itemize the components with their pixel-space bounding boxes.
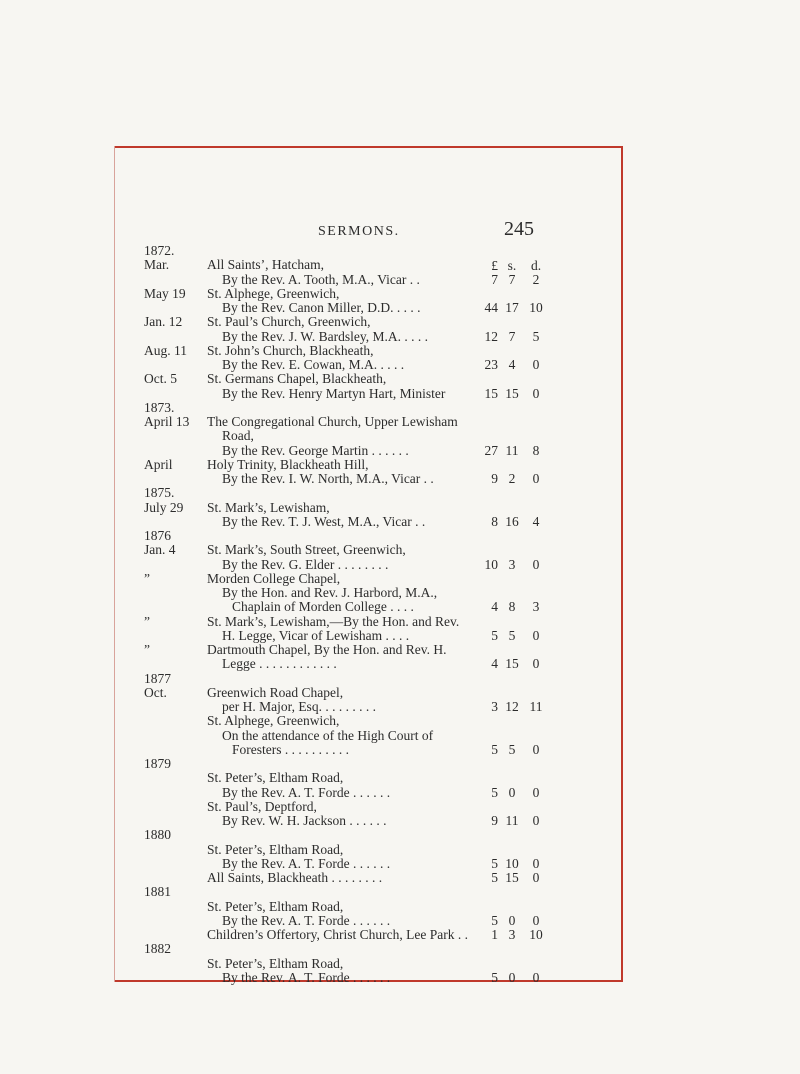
row-date: 1882 <box>144 941 171 957</box>
row-pounds: 44 <box>484 300 498 315</box>
row-pence: 10 <box>529 927 543 942</box>
row-pounds: 5 <box>491 969 498 985</box>
row-pounds: 3 <box>491 699 498 714</box>
row-shillings: 0 <box>508 969 516 985</box>
pence-header: d. <box>530 258 542 273</box>
row-description: By the Rev. T. J. West, M.A., Vicar . . <box>222 513 426 529</box>
row-description: Chaplain of Morden College . . . . <box>232 599 414 615</box>
row-pounds: 1 <box>491 927 498 942</box>
row-shillings: 15 <box>505 656 519 672</box>
row-description: On the attendance of the High Court of <box>222 727 434 743</box>
row-shillings: 11 <box>505 813 519 828</box>
row-description: By the Rev. A. T. Forde . . . . . . <box>222 912 391 928</box>
row-date: Oct. <box>144 684 167 700</box>
row-pence: 3 <box>532 599 540 615</box>
row-description: St. Peter’s, Eltham Road, <box>207 841 344 857</box>
row-date: 1881 <box>144 884 171 900</box>
row-description: By the Hon. and Rev. J. Harbord, M.A., <box>222 585 438 600</box>
row-description: By the Rev. I. W. North, M.A., Vicar . . <box>222 471 434 486</box>
row-shillings: 7 <box>508 328 516 344</box>
ledger-row <box>0 970 800 986</box>
row-pence: 0 <box>532 357 540 372</box>
row-description: By the Rev. A. T. Forde . . . . . . <box>222 855 391 871</box>
row-date: Jan. 12 <box>144 314 183 330</box>
row-description: By the Rev. A. Tooth, M.A., Vicar . . <box>222 271 420 287</box>
row-shillings: 0 <box>508 912 516 928</box>
row-date: May 19 <box>144 285 186 301</box>
row-description: St. Peter’s, Eltham Road, <box>207 955 344 971</box>
row-pounds: 10 <box>484 556 498 572</box>
row-description: By the Rev. E. Cowan, M.A. . . . . <box>222 357 405 372</box>
row-shillings: 15 <box>505 870 519 885</box>
row-shillings: 15 <box>505 385 519 401</box>
row-shillings: 0 <box>508 784 516 800</box>
row-description: St. Mark’s, South Street, Greenwich, <box>207 542 406 558</box>
row-date: Aug. 11 <box>144 342 187 358</box>
row-description: By the Rev. A. T. Forde . . . . . . <box>222 784 391 800</box>
row-date: April 13 <box>144 414 190 429</box>
row-pounds: 9 <box>491 813 498 828</box>
row-date: 1877 <box>144 670 171 686</box>
row-date: ” <box>144 613 150 629</box>
row-pence: 0 <box>532 556 540 572</box>
row-shillings: 3 <box>508 927 516 942</box>
row-date: July 29 <box>144 499 184 515</box>
row-description: By the Rev. G. Elder . . . . . . . . <box>222 556 389 572</box>
page-title: SERMONS. <box>318 224 400 239</box>
row-description: per H. Major, Esq. . . . . . . . . <box>222 699 376 714</box>
row-description: St. Alphege, Greenwich, <box>207 285 340 301</box>
row-pounds: 9 <box>491 471 498 486</box>
row-pounds: 5 <box>491 784 498 800</box>
row-description: St. Paul’s, Deptford, <box>207 798 317 814</box>
row-pounds: 8 <box>491 513 498 529</box>
row-shillings: 16 <box>505 513 519 529</box>
row-description: Road, <box>222 428 254 444</box>
row-description: By the Rev. A. T. Forde . . . . . . <box>222 969 391 985</box>
row-description: Dartmouth Chapel, By the Hon. and Rev. H. <box>207 642 447 657</box>
row-description: By the Rev. Henry Martyn Hart, Minister <box>222 385 446 401</box>
row-pounds: 27 <box>484 442 498 458</box>
row-shillings: 12 <box>505 699 519 714</box>
row-shillings: 3 <box>508 556 516 572</box>
row-pounds: 5 <box>491 855 498 871</box>
row-description: By the Rev. Canon Miller, D.D. . . . . <box>222 300 421 315</box>
row-pounds: 12 <box>484 328 498 344</box>
row-pence: 5 <box>532 328 540 344</box>
row-pence: 2 <box>532 271 540 287</box>
row-pence: 0 <box>532 813 540 828</box>
row-description: St. Paul’s Church, Greenwich, <box>207 314 371 330</box>
row-pounds: 5 <box>491 741 498 757</box>
row-description: St. Germans Chapel, Blackheath, <box>207 371 387 387</box>
row-pounds: 7 <box>491 271 498 287</box>
row-description: By the Rev. George Martin . . . . . . <box>222 442 409 458</box>
row-date: 1880 <box>144 827 171 843</box>
row-description: Legge . . . . . . . . . . . . <box>222 656 337 672</box>
row-date: 1873. <box>144 399 175 415</box>
row-pounds: 15 <box>484 385 498 401</box>
pounds-header: £ <box>491 258 498 273</box>
row-pence: 0 <box>532 855 540 871</box>
row-pounds: 5 <box>491 627 498 643</box>
row-description: St. Mark’s, Lewisham, <box>207 499 330 515</box>
shillings-header: s. <box>507 258 517 273</box>
row-description: St. Alphege, Greenwich, <box>207 713 340 729</box>
row-date: April <box>144 456 173 472</box>
row-date: 1875. <box>144 485 175 501</box>
row-pence: 0 <box>532 656 540 672</box>
row-description: Foresters . . . . . . . . . . <box>232 741 349 757</box>
row-description: All Saints, Blackheath . . . . . . . . <box>207 870 383 885</box>
row-date: 1872. <box>144 243 175 258</box>
row-date: Oct. 5 <box>144 371 177 387</box>
row-pounds: 5 <box>491 870 498 885</box>
row-pence: 0 <box>532 912 540 928</box>
row-date: 1876 <box>144 528 171 543</box>
row-pence: 4 <box>532 513 540 529</box>
row-description: All Saints’, Hatcham, <box>207 257 324 273</box>
row-pence: 0 <box>532 627 540 643</box>
row-shillings: 8 <box>508 599 516 615</box>
row-pence: 11 <box>529 699 543 714</box>
row-description: Greenwich Road Chapel, <box>207 684 344 700</box>
row-description: St. Peter’s, Eltham Road, <box>207 898 344 914</box>
row-pence: 0 <box>532 969 540 985</box>
row-pounds: 23 <box>484 357 498 372</box>
row-shillings: 5 <box>508 627 516 643</box>
row-shillings: 10 <box>505 855 519 871</box>
row-description: By Rev. W. H. Jackson . . . . . . <box>222 813 387 828</box>
row-description: St. John’s Church, Blackheath, <box>207 342 374 358</box>
row-pence: 0 <box>532 471 540 486</box>
row-description: Children’s Offertory, Christ Church, Lee Park . . <box>207 927 468 942</box>
row-pence: 10 <box>529 300 543 315</box>
row-date: 1879 <box>144 756 171 771</box>
row-description: By the Rev. J. W. Bardsley, M.A. . . . . <box>222 328 428 344</box>
row-pence: 0 <box>532 385 540 401</box>
row-description: St. Peter’s, Eltham Road, <box>207 770 344 786</box>
row-description: Holy Trinity, Blackheath Hill, <box>207 456 369 472</box>
page-number: 245 <box>504 218 534 240</box>
row-date: ” <box>144 642 150 657</box>
row-shillings: 4 <box>508 357 516 372</box>
row-shillings: 17 <box>505 300 519 315</box>
row-pence: 0 <box>532 870 540 885</box>
row-shillings: 2 <box>508 471 516 486</box>
row-description: H. Legge, Vicar of Lewisham . . . . <box>222 627 410 643</box>
row-date: Jan. 4 <box>144 542 176 558</box>
row-shillings: 11 <box>505 442 519 458</box>
row-description: St. Mark’s, Lewisham,—By the Hon. and Rev. <box>207 613 460 629</box>
row-description: The Congregational Church, Upper Lewisham <box>207 414 458 429</box>
row-pence: 0 <box>532 741 540 757</box>
row-date: Mar. <box>144 257 170 273</box>
row-pence: 0 <box>532 784 540 800</box>
row-date: ” <box>144 570 150 586</box>
row-pounds: 4 <box>491 599 498 615</box>
row-pence: 8 <box>532 442 540 458</box>
row-pounds: 4 <box>491 656 498 672</box>
row-pounds: 5 <box>491 912 498 928</box>
row-description: Morden College Chapel, <box>207 570 341 586</box>
row-shillings: 7 <box>508 271 516 287</box>
row-shillings: 5 <box>508 741 516 757</box>
